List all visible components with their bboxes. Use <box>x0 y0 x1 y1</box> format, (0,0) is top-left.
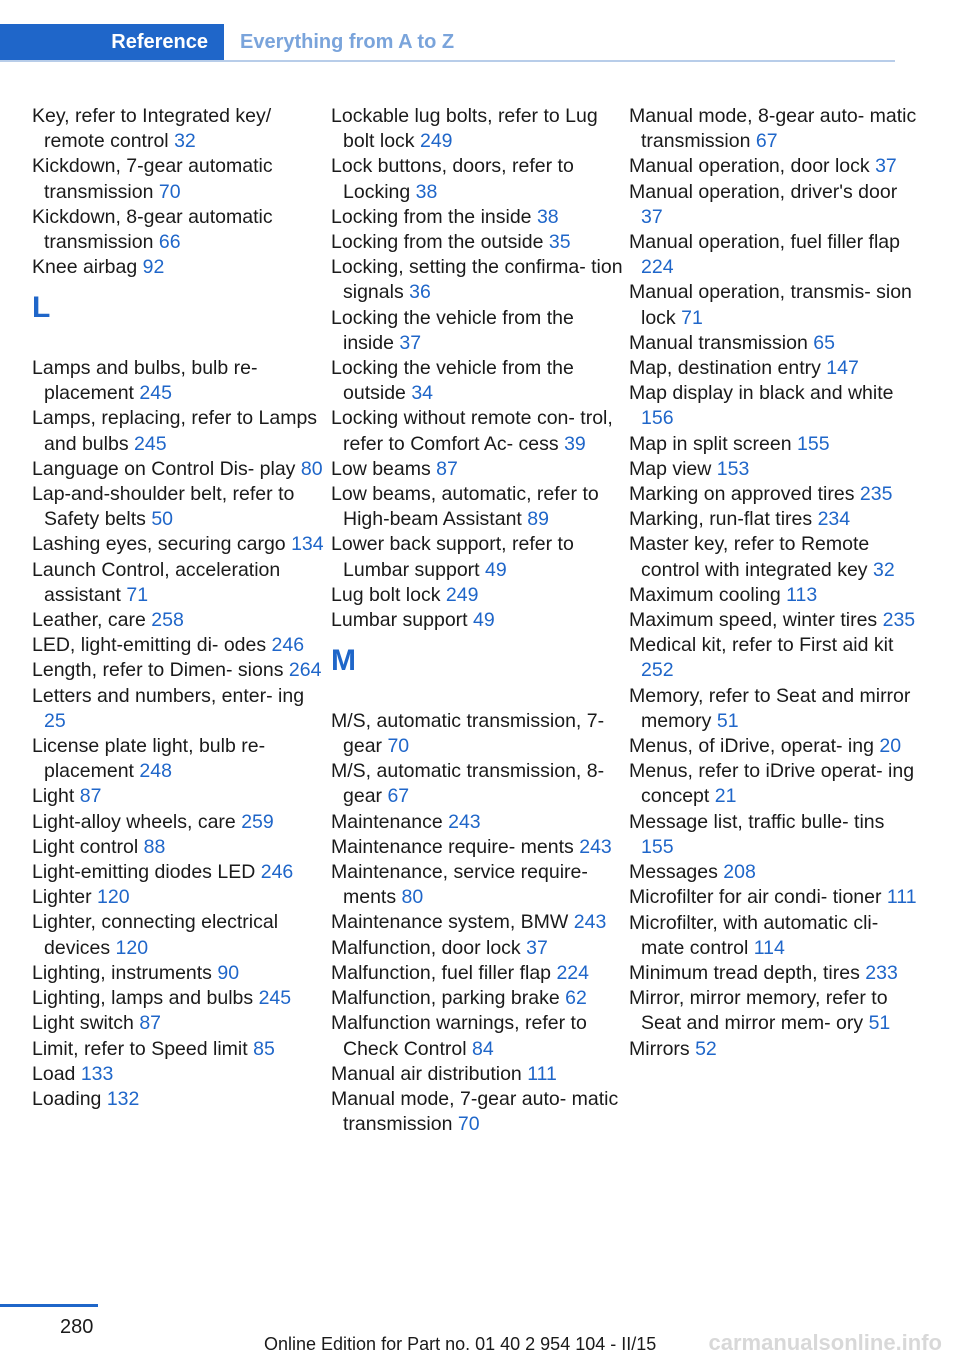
index-entry <box>629 911 921 961</box>
index-entry <box>629 230 921 280</box>
index-entry <box>331 583 623 608</box>
index-page-link[interactable]: 92 <box>142 256 165 279</box>
index-entry <box>331 482 623 532</box>
index-entry-text: Minimum tread depth, tires <box>629 961 860 984</box>
index-page-link[interactable]: 70 <box>387 735 410 758</box>
index-entry-text: Limit, refer to Speed limit <box>32 1037 248 1060</box>
index-entry-text: Low beams <box>331 457 431 480</box>
index-entry <box>629 885 921 910</box>
index-page-link[interactable]: 233 <box>865 961 898 984</box>
index-entry-text: Map view <box>629 457 712 480</box>
index-entry <box>32 104 324 154</box>
index-page-link[interactable]: 37 <box>875 155 897 178</box>
index-page-link[interactable]: 111 <box>886 886 917 909</box>
index-page-link[interactable]: 252 <box>641 659 674 682</box>
index-entry <box>629 457 921 482</box>
index-entry <box>32 457 324 482</box>
index-entry <box>32 1062 324 1087</box>
index-entry-text: Manual mode, 8-gear auto- matic transmission <box>629 105 917 153</box>
index-page-link[interactable]: 120 <box>115 936 149 959</box>
index-entry <box>331 306 623 356</box>
index-entry-text: M/S, automatic transmission, 7-gear <box>331 709 605 758</box>
index-entry-text: Map display in black and white <box>629 382 894 405</box>
index-entry <box>331 104 623 154</box>
index-entry-text: Light <box>32 785 75 808</box>
index-entry <box>629 684 921 734</box>
index-entry-text: Map in split screen <box>629 432 792 455</box>
index-page-link[interactable]: 245 <box>258 987 292 1010</box>
index-page-link[interactable]: 85 <box>253 1037 275 1060</box>
index-entry-text: Key, refer to Integrated key/ remote control <box>32 105 272 153</box>
index-entry <box>629 860 921 885</box>
index-entry-text: Map, destination entry <box>629 357 821 380</box>
index-page-link[interactable]: 25 <box>44 709 66 732</box>
index-entry <box>629 986 921 1036</box>
index-entry <box>331 1062 623 1087</box>
index-entry-text: Marking, run-flat tires <box>629 508 813 531</box>
index-page-link[interactable]: 114 <box>753 936 785 959</box>
index-entry-text: Launch Control, acceleration assistant <box>32 558 281 606</box>
index-entry-text: LED, light-emitting di- odes <box>32 634 267 657</box>
index-page-link[interactable]: 67 <box>387 785 410 808</box>
index-page-link[interactable]: 258 <box>151 609 184 632</box>
index-page-link[interactable]: 66 <box>158 231 181 254</box>
index-entry-text: Manual mode, 7-gear auto- matic transmission <box>331 1087 619 1136</box>
index-page-link[interactable]: 51 <box>716 709 739 732</box>
index-entry <box>331 356 623 406</box>
index-entry <box>331 457 623 482</box>
index-entry <box>32 406 324 456</box>
index-page-link[interactable]: 65 <box>813 331 835 354</box>
index-page-link[interactable]: 84 <box>471 1037 494 1060</box>
index-entry <box>331 860 623 910</box>
index-entry-text: Menus, refer to iDrive operat- ing concept <box>629 760 915 808</box>
index-column-3 <box>629 104 921 1062</box>
index-entry <box>32 205 324 255</box>
index-page-link[interactable]: 155 <box>797 432 830 455</box>
index-entry-text: Light-emitting diodes LED <box>32 861 256 884</box>
index-entry <box>32 961 324 986</box>
index-entry-text: Medical kit, refer to First aid kit <box>629 634 894 657</box>
index-entry-text: Lockable lug bolts, refer to Lug bolt lock <box>331 105 598 153</box>
index-entry-text: Messages <box>629 861 718 884</box>
index-entry-text: Lug bolt lock <box>331 583 441 606</box>
index-page-link[interactable]: 245 <box>134 432 167 455</box>
index-page-link[interactable]: 90 <box>217 961 240 984</box>
index-entry-text: Malfunction, parking brake <box>331 987 560 1010</box>
index-entry <box>32 532 324 557</box>
index-column-1 <box>32 104 324 1112</box>
index-entry <box>32 1037 324 1062</box>
index-page-link[interactable]: 21 <box>714 785 737 808</box>
index-entry <box>32 784 324 809</box>
index-page-link[interactable]: 39 <box>564 432 586 455</box>
index-entry <box>629 810 921 860</box>
index-entry <box>32 154 324 204</box>
index-page-link[interactable]: 235 <box>859 483 893 506</box>
index-entry <box>32 1087 324 1112</box>
index-entry <box>629 583 921 608</box>
index-entry <box>32 734 324 784</box>
index-page-link[interactable]: 224 <box>641 256 674 279</box>
index-entry <box>331 961 623 986</box>
index-entry <box>629 104 921 154</box>
index-entry-text: Lower back support, refer to Lumbar support <box>331 533 574 581</box>
index-page-link[interactable]: 52 <box>695 1037 717 1060</box>
edition-note: Online Edition for Part no. 01 40 2 954 104 - II/15 <box>264 1334 657 1354</box>
index-entry-text: Manual operation, transmis- sion lock <box>629 281 912 329</box>
index-page-link[interactable]: 80 <box>401 886 424 909</box>
index-page-link[interactable]: 71 <box>681 306 703 329</box>
index-entry <box>331 986 623 1011</box>
header-section-label: Reference <box>111 30 208 53</box>
index-entry-text: Kickdown, 8-gear automatic transmission <box>32 205 273 254</box>
index-page-link[interactable]: 50 <box>151 508 174 531</box>
index-entry-text: Lashing eyes, securing cargo <box>32 533 286 556</box>
index-entry <box>32 885 324 910</box>
index-page-link[interactable]: 71 <box>126 583 149 606</box>
index-page-link[interactable]: 264 <box>288 659 322 682</box>
index-entry <box>629 432 921 457</box>
index-entry <box>629 154 921 179</box>
index-page-link[interactable]: 51 <box>868 1012 891 1035</box>
watermark: carmanualsonline.info <box>708 1330 942 1355</box>
index-entry-text: Lighter <box>32 886 92 909</box>
index-entry <box>32 255 324 280</box>
index-page-link[interactable]: 246 <box>260 861 294 884</box>
index-entry <box>331 255 623 305</box>
index-entry-text: Locking the vehicle from the inside <box>331 306 574 354</box>
index-entry-text: Lighting, instruments <box>32 961 212 984</box>
index-page-link[interactable]: 70 <box>158 180 181 203</box>
index-page-link[interactable]: 113 <box>786 583 818 606</box>
index-entry-text: Manual air distribution <box>331 1062 522 1085</box>
index-entry <box>331 759 623 809</box>
index-page-link[interactable]: 120 <box>97 886 130 909</box>
index-entry-text: Light switch <box>32 1012 134 1035</box>
index-entry <box>629 759 921 809</box>
index-entry <box>331 154 623 204</box>
index-page-link[interactable]: 111 <box>527 1062 557 1085</box>
index-page-link[interactable]: 87 <box>436 457 458 480</box>
index-entry <box>331 835 623 860</box>
index-entry <box>629 961 921 986</box>
index-entry-text: Maximum cooling <box>629 583 781 606</box>
index-entry <box>629 633 921 683</box>
index-entry-text: Mirrors <box>629 1037 690 1060</box>
index-entry <box>331 1087 623 1137</box>
index-page-link[interactable]: 243 <box>579 835 612 858</box>
index-entry-text: Maintenance <box>331 810 443 833</box>
index-entry <box>331 230 623 255</box>
index-entry <box>32 986 324 1011</box>
index-page-link[interactable]: 156 <box>641 407 674 430</box>
index-entry-text: Malfunction, fuel filler flap <box>331 961 552 984</box>
index-page-link[interactable]: 153 <box>716 457 750 480</box>
index-page-link[interactable]: 62 <box>565 987 587 1010</box>
index-entry-text: Load <box>32 1062 76 1085</box>
index-page-link[interactable]: 34 <box>411 382 434 405</box>
index-entry-text: Locking the vehicle from the outside <box>331 357 574 405</box>
index-page-link[interactable]: 32 <box>872 558 895 581</box>
index-page-link[interactable]: 36 <box>409 281 431 304</box>
index-entry-text: Locking from the outside <box>331 231 544 254</box>
index-entry-text: Knee airbag <box>32 256 138 279</box>
index-page-link[interactable]: 70 <box>457 1113 480 1136</box>
index-page-link[interactable]: 248 <box>139 760 172 783</box>
index-entry-text: Maintenance require- ments <box>331 835 574 858</box>
index-entry <box>331 532 623 582</box>
index-entry-text: M/S, automatic transmission, 8-gear <box>331 760 605 808</box>
index-entry <box>629 507 921 532</box>
index-page-link[interactable]: 89 <box>527 508 549 531</box>
index-entry-text: Locking without remote con- trol, refer to Comfort Ac- cess <box>331 407 613 455</box>
index-entry-text: Low beams, automatic, refer to High-beam Assistant <box>331 483 599 531</box>
index-entry <box>629 734 921 759</box>
index-entry <box>32 608 324 633</box>
index-entry-text: Manual transmission <box>629 331 808 354</box>
index-page-link[interactable]: 35 <box>548 231 571 254</box>
index-entry-text: Marking on approved tires <box>629 483 855 506</box>
index-entry <box>629 356 921 381</box>
index-page-link[interactable]: 245 <box>139 382 172 405</box>
index-page-link[interactable]: 234 <box>817 508 851 531</box>
index-entry-text: Lighter, connecting electrical devices <box>32 911 279 959</box>
index-entry-text: License plate light, bulb re- placement <box>32 735 266 783</box>
index-page-link[interactable]: 155 <box>641 835 674 858</box>
index-entry-text: Malfunction, door lock <box>331 936 521 959</box>
index-page-link[interactable]: 243 <box>448 810 481 833</box>
index-page-link[interactable]: 49 <box>485 558 507 581</box>
index-page-link[interactable]: 132 <box>106 1087 140 1110</box>
index-entry <box>32 810 324 835</box>
index-page-link[interactable]: 32 <box>174 130 196 153</box>
index-entry-text: Light-alloy wheels, care <box>32 810 236 833</box>
index-entry <box>331 608 623 633</box>
index-entry <box>331 910 623 935</box>
index-page-link[interactable]: 259 <box>241 810 274 833</box>
index-page-link[interactable]: 246 <box>271 634 305 657</box>
index-entry <box>331 936 623 961</box>
index-entry <box>32 835 324 860</box>
index-column-2 <box>331 104 623 1137</box>
header-rule <box>0 60 895 62</box>
footer-rule <box>0 1304 98 1307</box>
index-page-link[interactable]: 224 <box>556 961 589 984</box>
index-page-link[interactable]: 20 <box>879 735 902 758</box>
index-entry-text: Microfilter, with automatic cli- mate control <box>629 911 879 959</box>
index-entry-text: Master key, refer to Remote control with integrated key <box>629 533 870 581</box>
index-entry <box>32 633 324 658</box>
index-page-link[interactable]: 37 <box>399 331 422 354</box>
index-page-link[interactable]: 67 <box>755 130 778 153</box>
index-page-link[interactable]: 49 <box>473 609 495 632</box>
index-entry-text: Memory, refer to Seat and mirror memory <box>629 684 911 732</box>
index-page-link[interactable]: 38 <box>536 205 559 228</box>
index-entry-text: Letters and numbers, enter- ing <box>32 684 305 707</box>
header-section-tab <box>0 24 224 60</box>
index-entry <box>629 180 921 230</box>
index-page-link[interactable]: 88 <box>143 835 166 858</box>
index-entry <box>331 810 623 835</box>
index-page-link[interactable]: 249 <box>419 130 453 153</box>
index-entry-text: Kickdown, 7-gear automatic transmission <box>32 155 273 203</box>
index-entry <box>32 658 324 683</box>
index-entry <box>32 482 324 532</box>
index-entry-text: Manual operation, driver's door <box>629 180 898 203</box>
index-entry-text: Light control <box>32 835 139 858</box>
index-entry <box>629 608 921 633</box>
index-entry-text: Loading <box>32 1087 102 1110</box>
index-page-link[interactable]: 134 <box>291 533 324 556</box>
index-entry <box>331 709 623 759</box>
index-entry <box>629 381 921 431</box>
index-entry <box>32 860 324 885</box>
index-entry-text: Locking from the inside <box>331 205 532 228</box>
index-entry-text: Malfunction warnings, refer to Check Control <box>331 1012 587 1060</box>
index-entry <box>32 684 324 734</box>
index-entry-text: Maintenance system, BMW <box>331 911 569 934</box>
index-entry <box>331 1011 623 1061</box>
index-entry <box>331 406 623 456</box>
index-entry-text: Manual operation, door lock <box>629 155 870 178</box>
index-entry-text: Lighting, lamps and bulbs <box>32 987 254 1010</box>
index-entry-text: Leather, care <box>32 609 146 632</box>
index-entry <box>629 331 921 356</box>
index-entry-text: Lamps and bulbs, bulb re- placement <box>32 357 258 405</box>
index-page-link[interactable]: 87 <box>139 1012 162 1035</box>
index-entry-text: Maximum speed, winter tires <box>629 609 878 632</box>
index-entry-text: Manual operation, fuel filler flap <box>629 231 900 254</box>
index-page-link[interactable]: 133 <box>80 1062 114 1085</box>
index-entry-text: Message list, traffic bulle- tins <box>629 810 885 833</box>
index-entry <box>32 910 324 960</box>
index-page-link[interactable]: 249 <box>445 583 479 606</box>
index-entry-text: Mirror, mirror memory, refer to Seat and mirror mem- ory <box>629 987 888 1035</box>
header-subsection: Everything from A to Z <box>240 31 455 53</box>
index-entry-text: Menus, of iDrive, operat- ing <box>629 735 874 758</box>
index-entry-text: Lumbar support <box>331 609 468 632</box>
index-page-link[interactable]: 235 <box>882 609 916 632</box>
index-page-link[interactable]: 87 <box>79 785 102 808</box>
index-entry <box>629 280 921 330</box>
index-letter-heading: L <box>32 291 51 325</box>
index-entry-text: Lap-and-shoulder belt, refer to Safety belts <box>32 483 295 531</box>
index-entry-text: Maintenance, service require- ments <box>331 861 588 909</box>
index-entry <box>629 532 921 582</box>
index-entry <box>32 356 324 406</box>
index-entry-text: Lamps, replacing, refer to Lamps and bulbs <box>32 407 318 455</box>
page-header <box>0 24 895 62</box>
index-entry <box>32 558 324 608</box>
index-page-link[interactable]: 80 <box>300 457 323 480</box>
index-entry <box>32 1011 324 1036</box>
index-letter-heading: M <box>331 644 356 678</box>
index-entry <box>331 205 623 230</box>
index-entry-text: Microfilter for air condi- tioner <box>629 886 882 909</box>
index-page-link[interactable]: 243 <box>573 911 607 934</box>
index-page-link[interactable]: 208 <box>723 861 756 884</box>
index-entry <box>629 1037 921 1062</box>
index-entry-text: Lock buttons, doors, refer to Locking <box>331 155 574 203</box>
index-page-link[interactable]: 38 <box>415 180 438 203</box>
index-page-link[interactable]: 37 <box>526 936 548 959</box>
index-entry-text: Length, refer to Dimen- sions <box>32 659 284 682</box>
index-entry-text: Locking, setting the confirma- tion signals <box>331 256 623 304</box>
page-number: 280 <box>60 1316 94 1338</box>
index-page-link[interactable]: 147 <box>826 357 859 380</box>
index-page-link[interactable]: 37 <box>641 205 663 228</box>
index-entry-text: Language on Control Dis- play <box>32 457 296 480</box>
index-entry <box>629 482 921 507</box>
